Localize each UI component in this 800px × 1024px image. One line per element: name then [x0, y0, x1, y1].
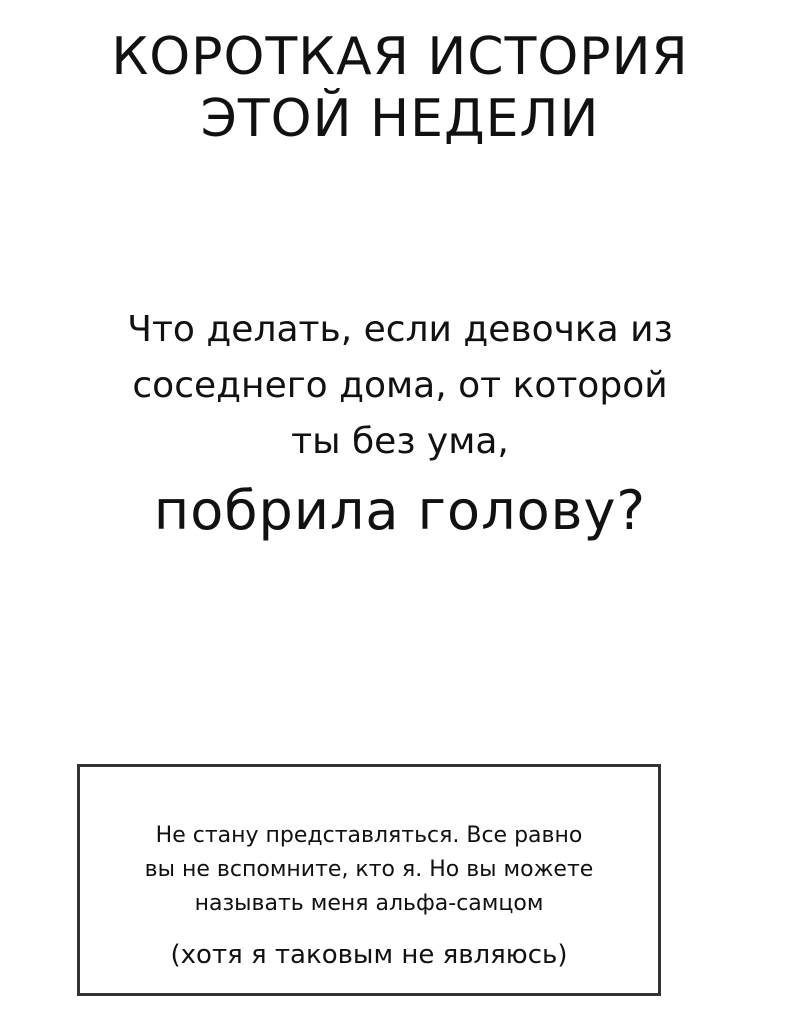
caption-text [80, 819, 658, 975]
caption-note: (хотя я таковым не являюсь) [170, 940, 568, 970]
question-emphasis: побрила голову? [153, 479, 647, 542]
title-line-2: ЭТОЙ НЕДЕЛИ [200, 89, 600, 149]
caption-line-1: Не стану представляться. Все равно [155, 823, 583, 848]
question-line-2: соседнего дома, от которой [132, 365, 668, 406]
question-line-1: Что делать, если девочка из [127, 309, 673, 350]
caption-line-3: называть меня альфа-самцом [194, 891, 544, 916]
narration-caption-box [77, 764, 661, 996]
question-line-3: ты без ума, [291, 421, 509, 462]
page-title [0, 26, 800, 150]
caption-line-2: вы не вспомните, кто я. Но вы можете [144, 857, 594, 882]
question-block [0, 302, 800, 546]
title-line-1: КОРОТКАЯ ИСТОРИЯ [111, 27, 689, 87]
